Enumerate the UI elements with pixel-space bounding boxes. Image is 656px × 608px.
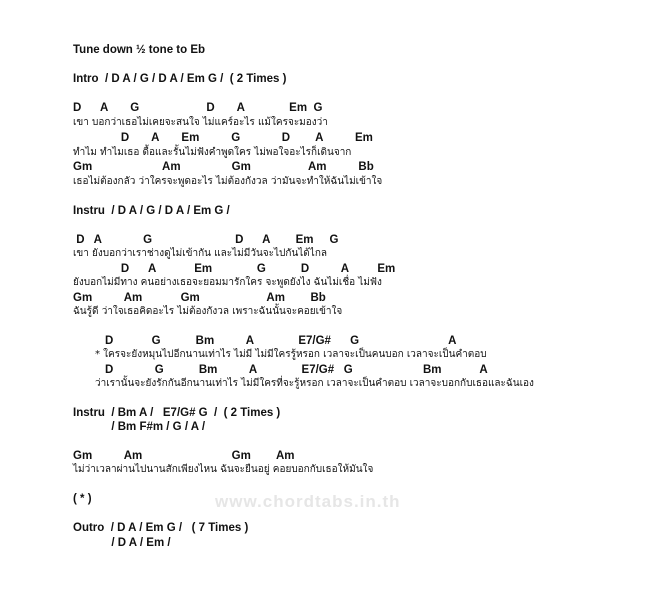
- outro-line: / D A / Em /: [73, 537, 171, 549]
- watermark: www.chordtabs.in.th: [215, 492, 401, 511]
- lyric-line: ทำไม ทำไมเธอ ดื้อและรั้นไม่ฟังคำพูดใคร ไม่พอใจอะไรก็เดินจาก: [73, 147, 352, 158]
- chord-line: Gm Am Gm Am Bb: [73, 292, 326, 304]
- lyric-line: * ใครจะยังหมุนไปอีกนานเท่าไร ไม่มี ไม่มีใครรู้หรอก เวลาจะเป็นคนบอก เวลาจะเป็นคำตอบ: [95, 349, 487, 360]
- lyric-line: เขา บอกว่าเธอไม่เคยจะสนใจ ไม่แคร์อะไร แม้ใครจะมองว่า: [73, 117, 328, 128]
- instrumental-line: Instru / Bm A / E7/G# G / ( 2 Times ): [73, 407, 281, 419]
- chord-line: Gm Am Gm Am Bb: [73, 161, 374, 173]
- instrumental-line: Instru / D A / G / D A / Em G /: [73, 205, 230, 217]
- chord-line: D G Bm A E7/G# G Bm A: [73, 364, 488, 376]
- repeat-marker: ( * ): [73, 493, 92, 505]
- lyric-line: เขา ยังบอกว่าเราช่างดูไม่เข้ากัน และไม่มีวันจะไปกันได้ไกล: [73, 248, 328, 259]
- lyric-line: ยังบอกไม่มีทาง คนอย่างเธอจะยอมมารักใคร จะพูดยังไง ฉันไม่เชื่อ ไม่ฟัง: [73, 277, 382, 288]
- lyric-line: เธอไม่ต้องกลัว ว่าใครจะพูดอะไร ไม่ต้องกังวล ว่ามันจะทำให้ฉันไม่เข้าใจ: [73, 176, 383, 187]
- chord-line: D G Bm A E7/G# G A: [73, 335, 457, 347]
- song-title: Tune down ½ tone to Eb: [73, 44, 206, 56]
- lyric-line: ไม่ว่าเวลาผ่านไปนานสักเพียงไหน ฉันจะยืนอยู่ คอยบอกกับเธอให้มันใจ: [73, 464, 374, 475]
- chord-line: D A Em G D A Em: [73, 132, 373, 144]
- lyric-line: ว่าเรานั้นจะยังรักกันอีกนานเท่าไร ไม่มีใครที่จะรู้หรอก เวลาจะเป็นคำตอบ เวลาจะบอกกับเธอและฉันเอง: [95, 378, 534, 389]
- outro-line: Outro / D A / Em G / ( 7 Times ): [73, 522, 249, 534]
- chord-line: Gm Am Gm Am: [73, 450, 295, 462]
- chord-line: D A G D A Em G: [73, 234, 339, 246]
- chord-line: D A G D A Em G: [73, 102, 323, 114]
- intro-line: Intro / D A / G / D A / Em G / ( 2 Times ): [73, 73, 287, 85]
- chord-line: D A Em G D A Em: [73, 263, 396, 275]
- instrumental-line: / Bm F#m / G / A /: [73, 421, 206, 433]
- lyric-line: ฉันรู้ดี ว่าใจเธอคิดอะไร ไม่ต้องกังวล เพราะฉันนั้นจะคอยเข้าใจ: [73, 306, 343, 317]
